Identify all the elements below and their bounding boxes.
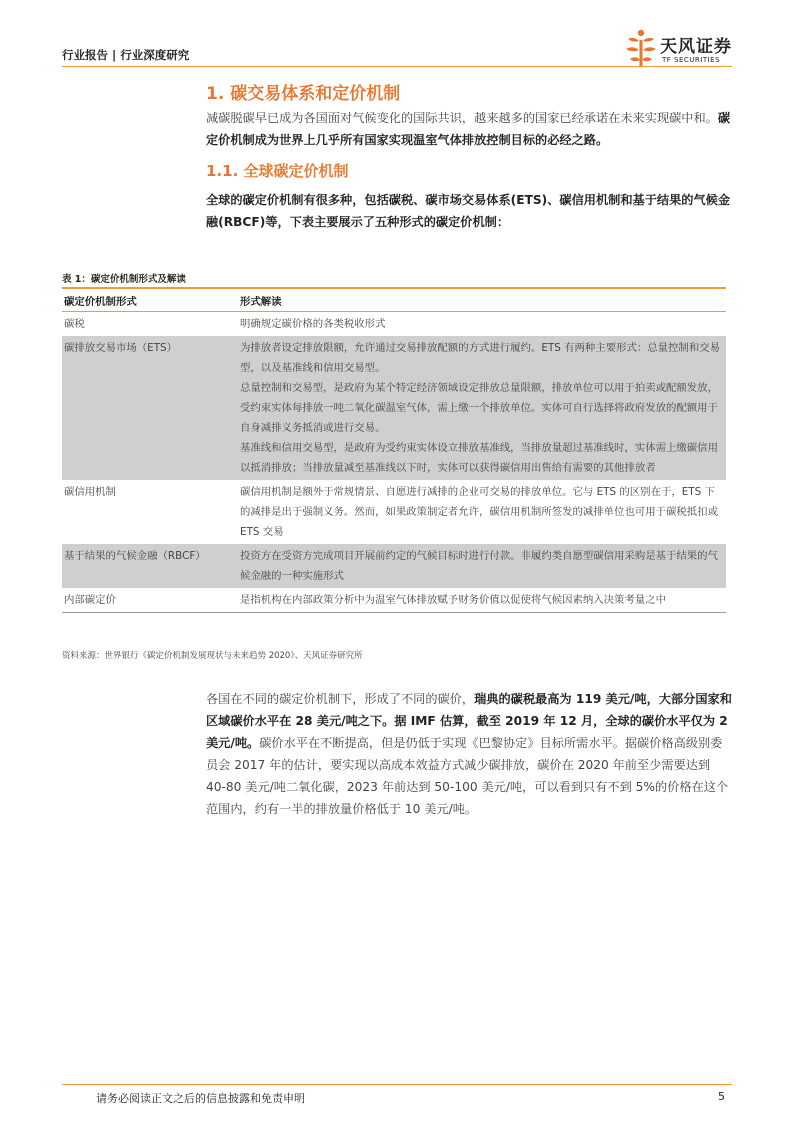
footer-disclaimer: 请务必阅读正文之后的信息披露和免责申明	[96, 1092, 305, 1105]
intro-emphasis: 碳定价机制成为世界上几乎所有国家实现温室气体排放控制目标的必经之路。	[206, 111, 731, 147]
mechanism-desc	[238, 336, 726, 480]
mechanism-name: 碳排放交易市场（ETS）	[62, 336, 238, 480]
mechanism-name: 碳信用机制	[62, 480, 238, 544]
subsection-emphasis: 全球的碳定价机制有很多种，包括碳税、碳市场交易体系(ETS)、碳信用机制和基于结果的气候金融(RBCF)等，下表主要展示了五种形式的碳定价机制：	[206, 193, 731, 229]
closing-paragraph	[206, 688, 732, 820]
logo-name-cn: 天风证券	[660, 37, 732, 57]
mechanism-name: 基于结果的气候金融（RBCF）	[62, 544, 238, 588]
logo-mark-icon	[624, 28, 658, 68]
pricing-mechanism-table	[62, 287, 726, 613]
desc-paragraph: 基准线和信用交易型，是政府为受约束实体设立排放基准线，当排放量超过基准线时，实体需上缴碳信用以抵消排放；当排放量减至基准线以下时，实体可以获得碳信用出售给有需要的其他排放者	[240, 442, 718, 474]
report-category: 行业报告 | 行业深度研究	[62, 48, 190, 62]
table-row	[62, 480, 726, 544]
intro-paragraph	[206, 107, 732, 151]
desc-paragraph: 总量控制和交易型，是政府为某个特定经济领域设定排放总量限额，排放单位可以用于拍卖或配额发放，受约束实体每排放一吨二氧化碳温室气体，需上缴一个排放单位。实体可自行选择将政府发放的配额用于自身减排义务抵消或进行交易。	[240, 382, 718, 434]
column-header: 形式解读	[238, 288, 726, 312]
table-source: 资料来源：世界银行《碳定价机制发展现状与未来趋势 2020》、天风证券研究所	[62, 651, 363, 661]
footer-rule	[62, 1084, 732, 1085]
mechanism-desc: 投资方在受资方完成项目开展前约定的气候目标时进行付款。非履约类自愿型碳信用采购是基于结果的气候金融的一种实施形式	[238, 544, 726, 588]
subsection-paragraph	[206, 189, 732, 233]
closing-text: 碳价水平在不断提高，但是仍低于实现《巴黎协定》目标所需水平。据碳价格高级别委员会 2017 年的估计，要实现以高成本效益方式减少碳排放，碳价在 2020 年前至少需要达到 40-80 美元/吨二氧化碳，2023 年前达到 50-100 美元/吨，可以看到只有不到 5%的价格在这个范围内，约有一半的排放量价格低于 10 美元/吨。	[206, 736, 729, 816]
mechanism-name: 碳税	[62, 312, 238, 337]
mechanism-desc: 明确规定碳价格的各类税收形式	[238, 312, 726, 337]
mechanism-desc: 是指机构在内部政策分析中为温室气体排放赋予财务价值以促使将气候因素纳入决策考量之中	[238, 588, 726, 613]
desc-paragraph: 为排放者设定排放限额，允许通过交易排放配额的方式进行履约。ETS 有两种主要形式：总量控制和交易型，以及基准线和信用交易型。	[240, 342, 720, 374]
page-number: 5	[718, 1090, 725, 1103]
closing-emphasis: 瑞典的碳税最高为 119 美元/吨，大部分国家和区域碳价水平在 28 美元/吨之下。据 IMF 估算，截至 2019 年 12 月，全球的碳价水平仅为 2 美元/吨。	[206, 692, 732, 750]
table-row	[62, 544, 726, 588]
company-logo	[624, 26, 736, 68]
table-row	[62, 336, 726, 480]
intro-text: 减碳脱碳早已成为各国面对气候变化的国际共识，越来越多的国家已经承诺在未来实现碳中和。	[206, 111, 718, 125]
subsection-title: 1.1. 全球碳定价机制	[206, 162, 349, 180]
table-row	[62, 312, 726, 337]
table-header-row	[62, 288, 726, 312]
closing-text: 各国在不同的碳定价机制下，形成了不同的碳价，	[206, 692, 475, 706]
mechanism-name: 内部碳定价	[62, 588, 238, 613]
section-title: 1. 碳交易体系和定价机制	[206, 84, 401, 104]
table-row	[62, 588, 726, 613]
column-header: 碳定价机制形式	[62, 288, 238, 312]
logo-name-en: TF SECURITIES	[662, 56, 721, 64]
table-title: 表 1：碳定价机制形式及解读	[62, 274, 186, 285]
mechanism-desc: 碳信用机制是额外于常规情景、自愿进行减排的企业可交易的排放单位。它与 ETS 的区别在于，ETS 下的减排是出于强制义务。然而，如果政策制定者允许，碳信用机制所签发的减排单位也可用于碳税抵扣或 ETS 交易	[238, 480, 726, 544]
